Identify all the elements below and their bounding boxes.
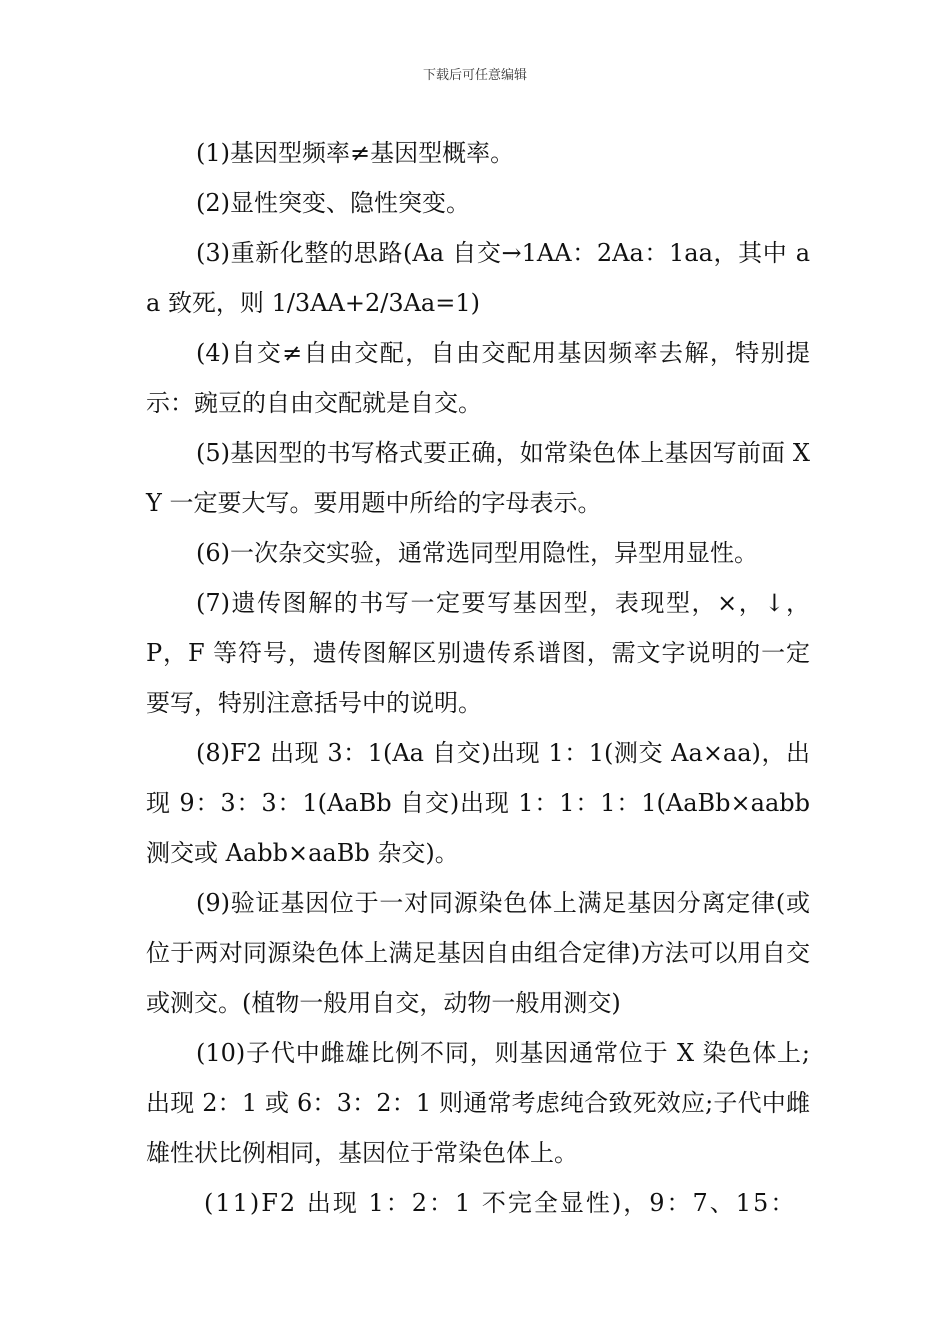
paragraph-6: (6)一次杂交实验，通常选同型用隐性，异型用显性。 (196, 539, 758, 567)
paragraph-7: (7)遗传图解的书写一定要写基因型，表现型，×，↓，P，F 等符号，遗传图解区别遗传系谱图，需文字说明的一定要写，特别注意括号中的说明。 (146, 589, 810, 717)
paragraph-4: (4)自交≠自由交配，自由交配用基因频率去解，特别提示：豌豆的自由交配就是自交。 (146, 339, 810, 417)
paragraph-1: (1)基因型频率≠基因型概率。 (196, 139, 515, 167)
paragraph-9: (9)验证基因位于一对同源染色体上满足基因分离定律(或位于两对同源染色体上满足基因自由组合定律)方法可以用自交或测交。(植物一般用自交，动物一般用测交) (146, 889, 810, 1017)
paragraph-10: (10)子代中雌雄比例不同，则基因通常位于 X 染色体上;出现 2：1 或 6：3：2：1 则通常考虑纯合致死效应;子代中雌雄性状比例相同，基因位于常染色体上。 (146, 1039, 810, 1167)
paragraph-2: (2)显性突变、隐性突变。 (196, 189, 470, 217)
page-header: 下载后可任意编辑 (422, 68, 527, 83)
paragraph-11: (11)F2 出现 1：2：1 不完全显性)，9：7、15： (204, 1189, 797, 1217)
paragraph-3: (3)重新化整的思路(Aa 自交→1AA：2Aa：1aa，其中 aa 致死，则 1/3AA+2/3Aa=1) (146, 239, 810, 317)
paragraph-8: (8)F2 出现 3：1(Aa 自交)出现 1：1(测交 Aa×aa)，出现 9：3：3：1(AaBb 自交)出现 1：1：1：1(AaBb×aabb 测交或 Aabb×aaBb 杂交)。 (146, 739, 810, 867)
document-body (146, 128, 810, 1228)
paragraph-5: (5)基因型的书写格式要正确，如常染色体上基因写前面 XY 一定要大写。要用题中所给的字母表示。 (146, 439, 810, 517)
